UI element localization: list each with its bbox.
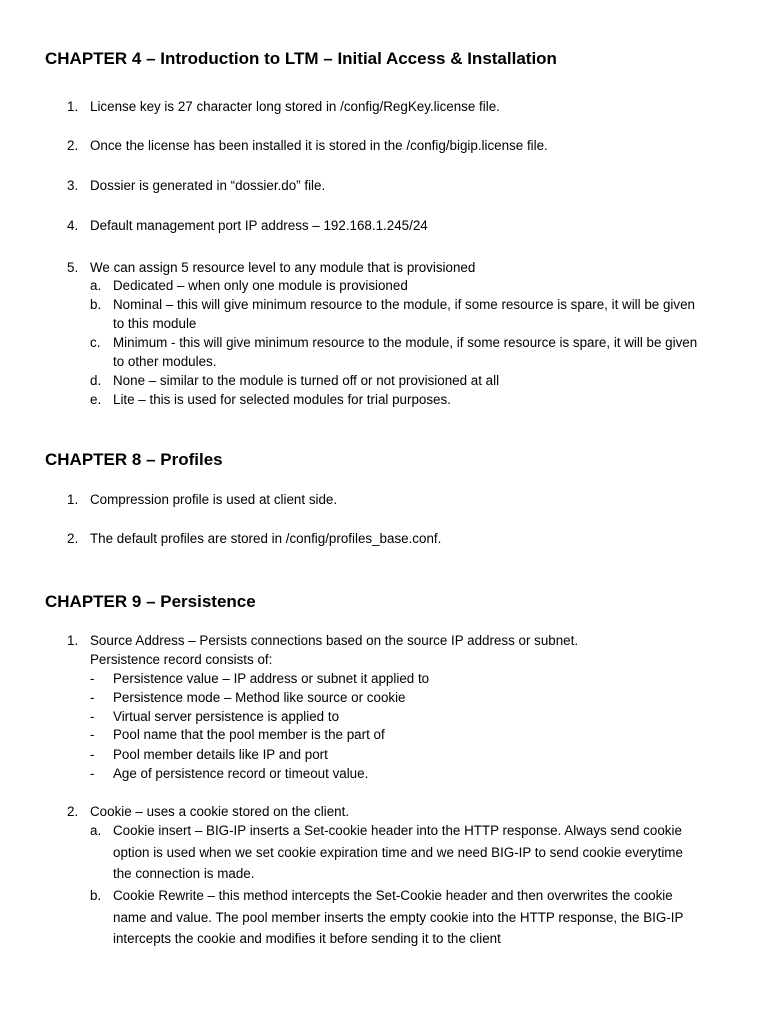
chapter-4-heading: CHAPTER 4 – Introduction to LTM – Initial Access & Installation xyxy=(45,49,557,68)
list-number: 1. xyxy=(67,99,79,114)
sub-list-letter: b. xyxy=(90,297,102,312)
sub-list-item-continued: option is used when we set cookie expiration time and we need BIG-IP to send cookie everytime xyxy=(113,845,683,860)
bullet-dash: - xyxy=(90,709,95,724)
list-number: 1. xyxy=(67,633,79,648)
bullet-item: Pool name that the pool member is the part of xyxy=(113,727,385,742)
list-number: 2. xyxy=(67,804,79,819)
list-item: Default management port IP address – 192.168.1.245/24 xyxy=(90,218,428,233)
bullet-item: Persistence mode – Method like source or cookie xyxy=(113,690,406,705)
sub-list-item-continued: intercepts the cookie and modifies it before sending it to the client xyxy=(113,931,501,946)
sub-list-item-continued: to other modules. xyxy=(113,354,217,369)
sub-list-letter: b. xyxy=(90,888,102,903)
bullet-item: Persistence value – IP address or subnet it applied to xyxy=(113,671,430,686)
bullet-item: Age of persistence record or timeout value. xyxy=(113,766,369,781)
list-item: Compression profile is used at client side. xyxy=(90,492,338,507)
sub-list-letter: a. xyxy=(90,278,102,293)
list-number: 4. xyxy=(67,218,79,233)
sub-list-item-continued: the connection is made. xyxy=(113,866,255,881)
list-item: The default profiles are stored in /config/profiles_base.conf. xyxy=(90,531,442,546)
sub-list-letter: a. xyxy=(90,823,102,838)
sub-list-letter: c. xyxy=(90,335,101,350)
sub-list-item: Dedicated – when only one module is provisioned xyxy=(113,278,408,293)
list-item-continued: Persistence record consists of: xyxy=(90,652,273,667)
list-item: Once the license has been installed it is stored in the /config/bigip.license file. xyxy=(90,138,548,153)
sub-list-item: Cookie insert – BIG-IP inserts a Set-cookie header into the HTTP response. Always send cookie xyxy=(113,823,682,838)
chapter-8-heading: CHAPTER 8 – Profiles xyxy=(45,450,223,469)
list-item: Cookie – uses a cookie stored on the client. xyxy=(90,804,350,819)
list-item: License key is 27 character long stored in /config/RegKey.license file. xyxy=(90,99,500,114)
bullet-dash: - xyxy=(90,727,95,742)
sub-list-item: Nominal – this will give minimum resource to the module, if some resource is spare, it will be given xyxy=(113,297,695,312)
sub-list-item: None – similar to the module is turned off or not provisioned at all xyxy=(113,373,500,388)
sub-list-item: Lite – this is used for selected modules for trial purposes. xyxy=(113,392,451,407)
list-item: We can assign 5 resource level to any module that is provisioned xyxy=(90,260,476,275)
bullet-dash: - xyxy=(90,671,95,686)
bullet-item: Virtual server persistence is applied to xyxy=(113,709,340,724)
sub-list-item-continued: to this module xyxy=(113,316,197,331)
list-number: 5. xyxy=(67,260,79,275)
bullet-dash: - xyxy=(90,690,95,705)
list-number: 2. xyxy=(67,531,79,546)
list-item: Dossier is generated in “dossier.do” file. xyxy=(90,178,326,193)
sub-list-letter: d. xyxy=(90,373,102,388)
list-number: 3. xyxy=(67,178,79,193)
list-number: 1. xyxy=(67,492,79,507)
chapter-9-heading: CHAPTER 9 – Persistence xyxy=(45,592,256,611)
bullet-item: Pool member details like IP and port xyxy=(113,747,328,762)
sub-list-item: Cookie Rewrite – this method intercepts the Set-Cookie header and then overwrites the cookie xyxy=(113,888,673,903)
bullet-dash: - xyxy=(90,766,95,781)
list-item: Source Address – Persists connections based on the source IP address or subnet. xyxy=(90,633,579,648)
list-number: 2. xyxy=(67,138,79,153)
sub-list-item-continued: name and value. The pool member inserts the empty cookie into the HTTP response, the BIG-IP xyxy=(113,910,684,925)
bullet-dash: - xyxy=(90,747,95,762)
sub-list-letter: e. xyxy=(90,392,102,407)
sub-list-item: Minimum - this will give minimum resource to the module, if some resource is spare, it will be given xyxy=(113,335,698,350)
